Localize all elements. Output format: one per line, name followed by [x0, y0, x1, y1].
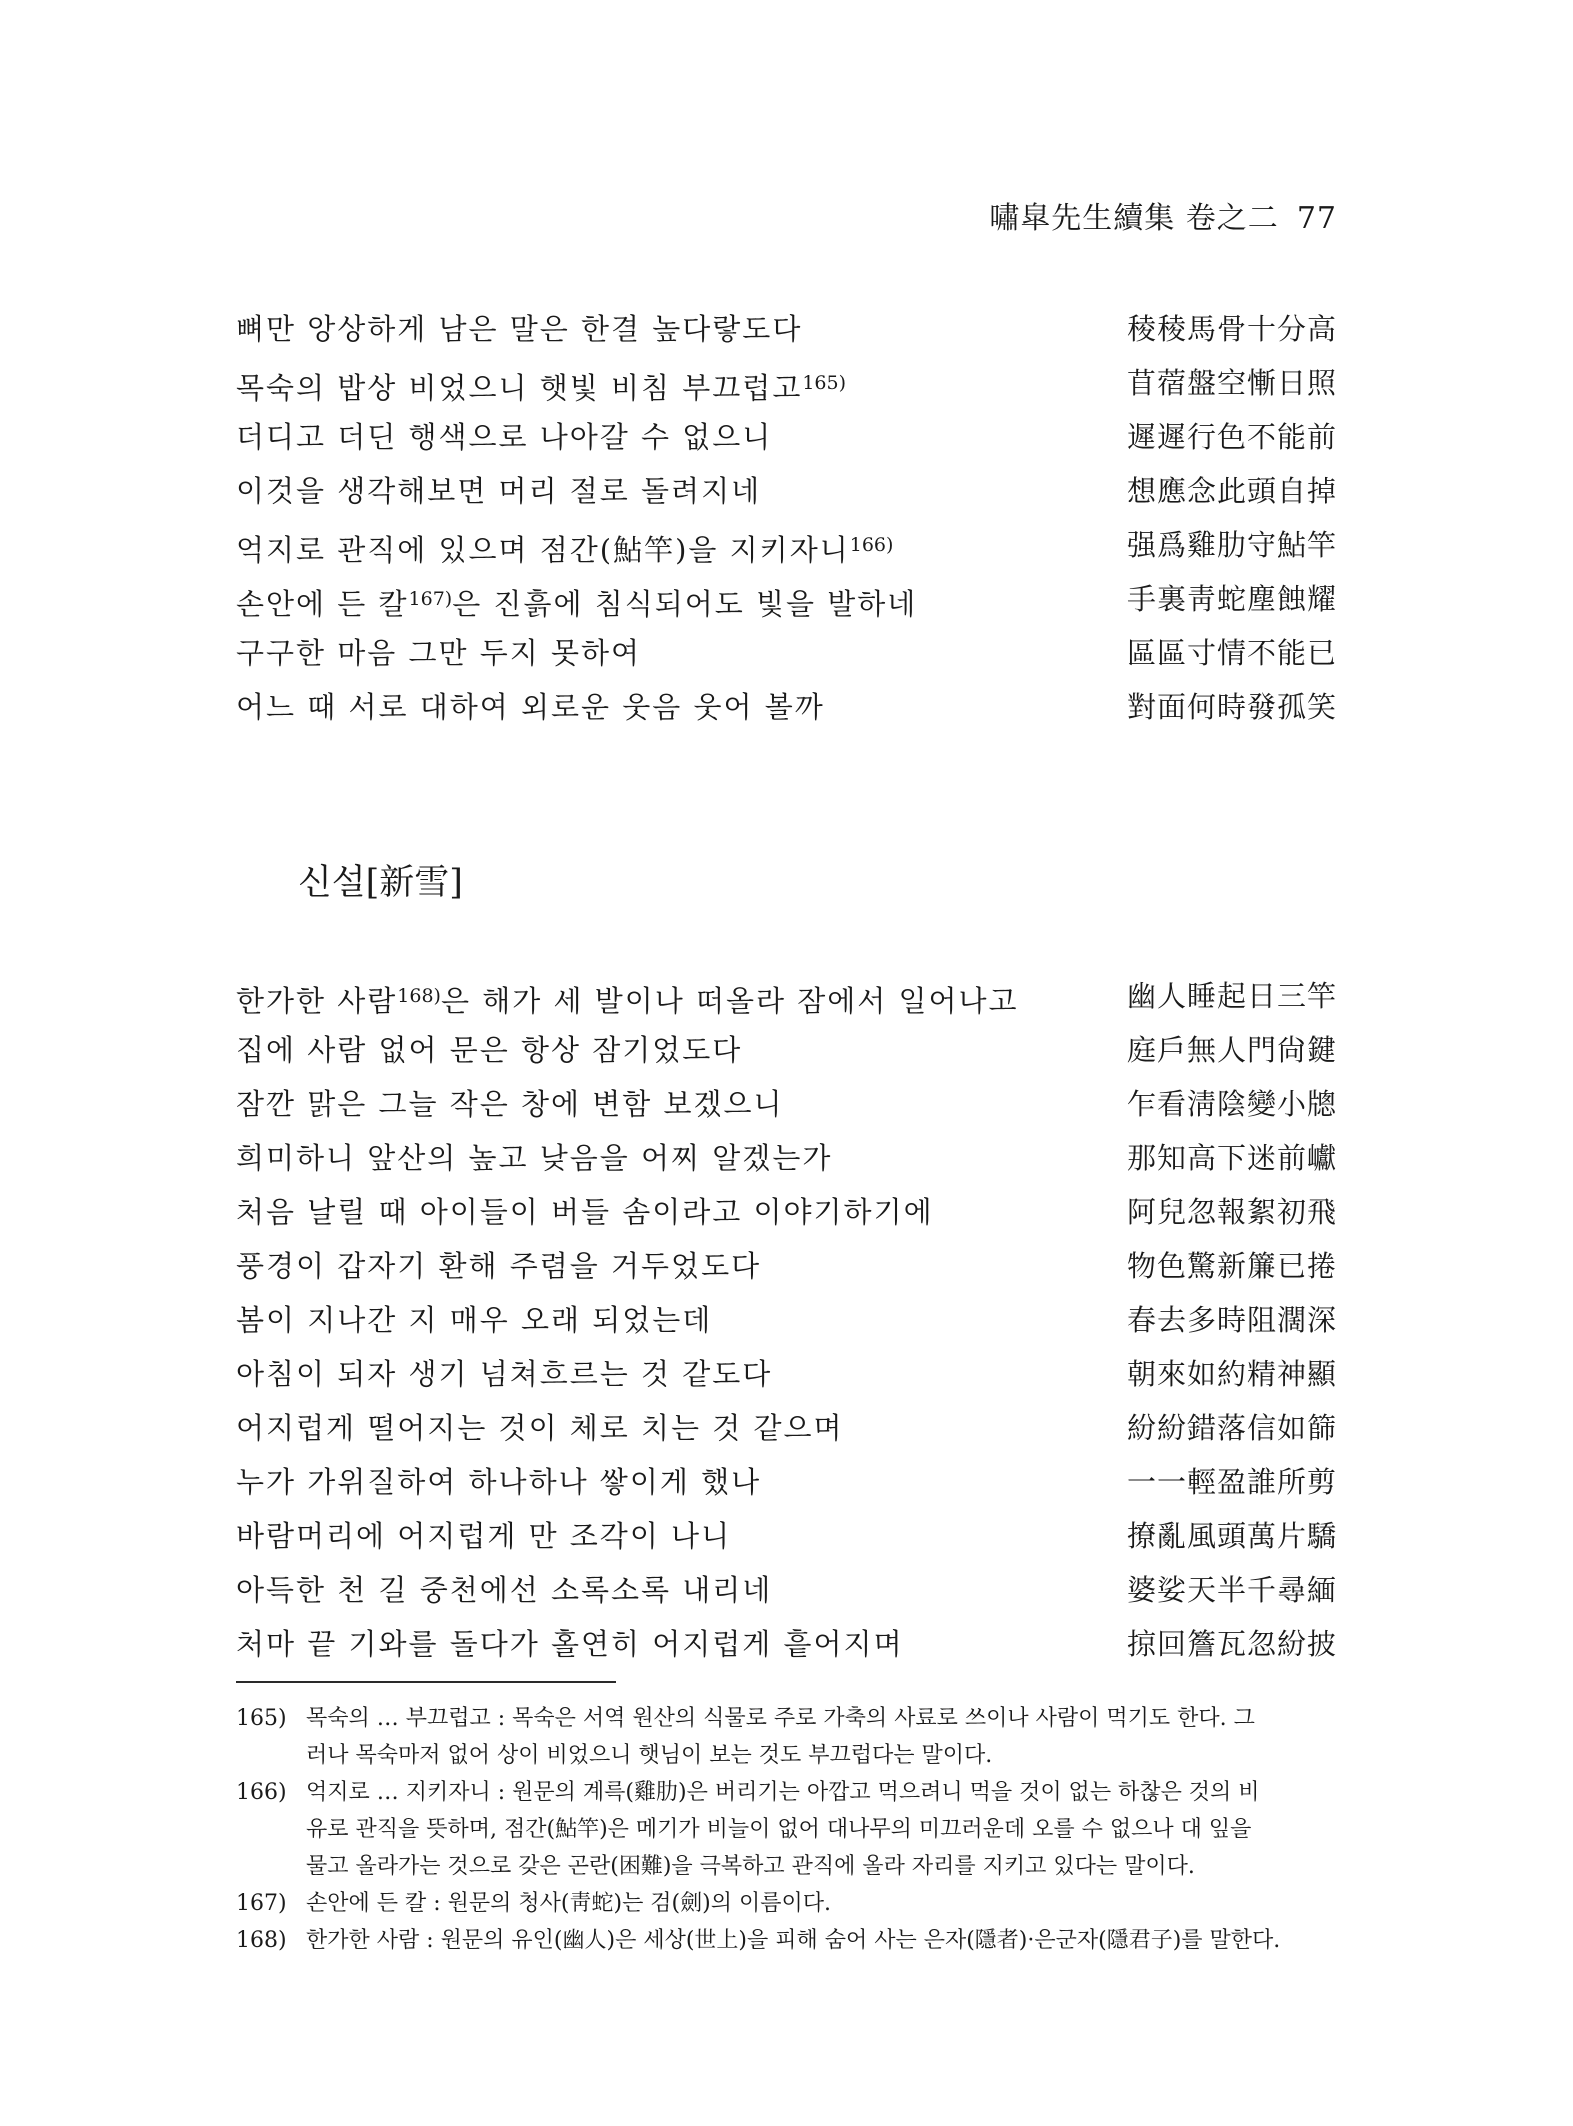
korean-line: 어지럽게 떨어지는 것이 체로 치는 것 같으며	[236, 1411, 844, 1445]
footnote-text: 목숙의 … 부끄럽고 : 목숙은 서역 원산의 식물로 주로 가축의 사료로 쓰이나 사람이 먹기도 한다. 그	[306, 1706, 1255, 1731]
poem-1	[236, 309, 1337, 741]
footnote-number: 168)	[236, 1928, 287, 1953]
poem-line	[236, 417, 1337, 471]
korean-line: 봄이 지나간 지 매우 오래 되었는데	[236, 1303, 713, 1337]
chinese-line: 阿兒忽報絮初飛	[1126, 1195, 1337, 1229]
book-title: 嘯皐先生續集 卷之二	[989, 201, 1279, 236]
poem-line	[236, 1246, 1337, 1300]
running-header	[989, 193, 1337, 237]
korean-line: 처음 날릴 때 아이들이 버들 솜이라고 이야기하기에	[236, 1195, 934, 1229]
footnote	[236, 1700, 1346, 1774]
poem-line	[236, 525, 1337, 579]
korean-line: 구구한 마음 그만 두지 못하여	[236, 636, 642, 670]
footnote-text: 손안에 든 칼 : 원문의 청사(靑蛇)는 검(劍)의 이름이다.	[306, 1891, 831, 1916]
chinese-line: 幽人睡起日三竿	[1126, 979, 1337, 1013]
poem-line	[236, 1300, 1337, 1354]
footnote-text: 한가한 사람 : 원문의 유인(幽人)은 세상(世上)을 피해 숨어 사는 은자(隱者)·은군자(隱君子)를 말한다.	[306, 1928, 1281, 1953]
chinese-line: 苜蓿盤空慚日照	[1126, 366, 1337, 400]
korean-line: 손안에 든 칼$^{167)}$은 진흙에 침식되어도 빛을 발하네	[236, 587, 918, 621]
footnote	[236, 1885, 1346, 1922]
poem-line	[236, 1570, 1337, 1624]
korean-line: 목숙의 밥상 비었으니 햇빛 비침 부끄럽고$^{165)}$	[236, 371, 847, 405]
korean-line: 아득한 천 길 중천에선 소록소록 내리네	[236, 1573, 773, 1607]
chinese-line: 庭戶無人門尙鍵	[1126, 1033, 1337, 1067]
poem-line	[236, 1138, 1337, 1192]
footnote-ref[interactable]: 167)	[408, 588, 453, 610]
poem-line	[236, 976, 1337, 1030]
footnote	[236, 1774, 1346, 1885]
poem-line	[236, 1030, 1337, 1084]
chinese-line: 遲遲行色不能前	[1126, 420, 1337, 454]
korean-line: 누가 가위질하여 하나하나 쌓이게 했나	[236, 1465, 762, 1499]
footnote-ref[interactable]: 165)	[802, 372, 847, 394]
chinese-line: 婆娑天半千尋緬	[1126, 1573, 1337, 1607]
korean-line: 풍경이 갑자기 환해 주렴을 거두었도다	[236, 1249, 762, 1283]
chinese-line: 春去多時阻濶深	[1126, 1303, 1337, 1337]
footnote	[236, 1922, 1346, 1959]
footnote-number: 166)	[236, 1780, 287, 1805]
chinese-line: 手裏靑蛇塵蝕耀	[1126, 582, 1337, 616]
poem-title: 신설[新雪]	[298, 863, 463, 903]
poem-line	[236, 1084, 1337, 1138]
poem-line	[236, 363, 1337, 417]
korean-line: 한가한 사람$^{168)}$은 해가 세 발이나 떠올라 잠에서 일어나고	[236, 984, 1019, 1018]
footnote-number: 167)	[236, 1891, 287, 1916]
chinese-line: 對面何時發孤笑	[1126, 690, 1337, 724]
footnote-text: 물고 올라가는 것으로 갖은 곤란(困難)을 극복하고 관직에 올라 자리를 지키고 있다는 말이다.	[306, 1854, 1195, 1879]
page-number: 77	[1296, 201, 1337, 236]
chinese-line: 物色驚新簾已捲	[1126, 1249, 1337, 1283]
poem-line	[236, 309, 1337, 363]
footnotes	[236, 1700, 1346, 1959]
poem-line	[236, 1354, 1337, 1408]
chinese-line: 朝來如約精神顯	[1126, 1357, 1337, 1391]
korean-line: 처마 끝 기와를 돌다가 홀연히 어지럽게 흩어지며	[236, 1627, 904, 1661]
poem-line	[236, 1408, 1337, 1462]
korean-line: 바람머리에 어지럽게 만 조각이 나니	[236, 1519, 732, 1553]
poem-line	[236, 1462, 1337, 1516]
poem-line	[236, 471, 1337, 525]
korean-line: 더디고 더딘 행색으로 나아갈 수 없으니	[236, 420, 773, 454]
chinese-line: 强爲雞肋守鮎竿	[1126, 528, 1337, 562]
poem-line	[236, 633, 1337, 687]
poem-line	[236, 579, 1337, 633]
footnote-number: 165)	[236, 1706, 287, 1731]
chinese-line: 掠回簷瓦忽紛披	[1126, 1627, 1337, 1661]
korean-line: 뼈만 앙상하게 남은 말은 한결 높다랗도다	[236, 312, 803, 346]
chinese-line: 想應念此頭自掉	[1126, 474, 1337, 508]
korean-line: 이것을 생각해보면 머리 절로 돌려지네	[236, 474, 762, 508]
footnote-ref[interactable]: 166)	[849, 534, 894, 556]
chinese-line: 乍看淸陰變小牕	[1126, 1087, 1337, 1121]
korean-line: 희미하니 앞산의 높고 낮음을 어찌 알겠는가	[236, 1141, 833, 1175]
poem-line	[236, 1192, 1337, 1246]
chinese-line: 紛紛錯落信如篩	[1126, 1411, 1337, 1445]
footnote-text: 억지로 … 지키자니 : 원문의 계륵(雞肋)은 버리기는 아깝고 먹으려니 먹을 것이 없는 하찮은 것의 비	[306, 1780, 1260, 1805]
chinese-line: 區區寸情不能已	[1126, 636, 1337, 670]
poem-line	[236, 687, 1337, 741]
chinese-line: 一一輕盈誰所剪	[1126, 1465, 1337, 1499]
footnote-divider	[236, 1681, 616, 1683]
korean-line: 억지로 관직에 있으며 점간(鮎竿)을 지키자니$^{166)}$	[236, 533, 894, 567]
footnote-ref[interactable]: 168)	[397, 985, 441, 1007]
korean-line: 아침이 되자 생기 넘쳐흐르는 것 같도다	[236, 1357, 773, 1391]
poem-2	[236, 976, 1337, 1678]
footnote-text: 유로 관직을 뜻하며, 점간(鮎竿)은 메기가 비늘이 없어 대나무의 미끄러운데 오를 수 없으나 대 잎을	[306, 1817, 1252, 1842]
chinese-line: 稜稜馬骨十分高	[1126, 312, 1337, 346]
footnote-text: 러나 목숙마저 없어 상이 비었으니 햇님이 보는 것도 부끄럽다는 말이다.	[306, 1743, 993, 1768]
korean-line: 집에 사람 없어 문은 항상 잠기었도다	[236, 1033, 743, 1067]
chinese-line: 那知高下迷前巘	[1126, 1141, 1337, 1175]
chinese-line: 撩亂風頭萬片驕	[1126, 1519, 1337, 1553]
korean-line: 잠깐 맑은 그늘 작은 창에 변함 보겠으니	[236, 1087, 784, 1121]
poem-line	[236, 1516, 1337, 1570]
poem-line	[236, 1624, 1337, 1678]
korean-line: 어느 때 서로 대하여 외로운 웃음 웃어 볼까	[236, 690, 825, 724]
